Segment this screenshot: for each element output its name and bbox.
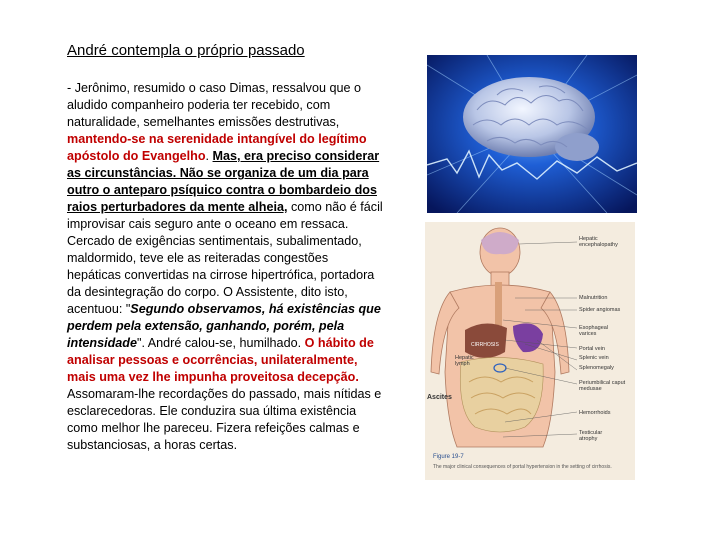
text-run: ". André calou-se, humilhado. <box>136 336 305 350</box>
body-paragraph <box>67 80 385 454</box>
figure-label: Hepatic encephalopathy <box>579 236 618 248</box>
text-run: como não é fácil improvisar cais seguro ante o oceano em ressaca. Cercado de exigências sentimentais, subalimentado, maldormido, teve ele as reiteradas congestões hepáticas convertidas na cirrose hipertrófica, portadora da desintegração do corpo. O Assistente, dito isto, acentuou: " <box>67 200 383 316</box>
figure-caption: The major clinical consequences of portal hypertension in the setting of cirrhosis. <box>433 464 612 470</box>
figure-label: Spider angiomas <box>579 307 621 313</box>
text-run: Assomaram-lhe recordações do passado, mais nítidas e esclarecedoras. Ele conduzira sua última existência como melhor lhe pareceu. Fizera refeições calmas e substanciosas, a horas certas. <box>67 387 382 452</box>
figure-label: Malnutrition <box>579 295 608 301</box>
cirrhosis-label: CIRRHOSIS <box>471 342 499 348</box>
brain-image <box>427 55 637 213</box>
quote-emphasis: Segundo observamos, há existências que perdem pela extensão, ganhando, porém, pela intensidade <box>67 302 381 350</box>
figure-label: Portal vein <box>579 346 605 352</box>
figure-label: Testicular atrophy <box>579 430 603 442</box>
figure-label: Ascites <box>427 394 452 401</box>
underlined-emphasis: Mas, era preciso considerar as circunstâncias. Não se organiza de um dia para outro o anteparo psíquico contra o bombardeio dos raios perturbadores da mente alheia, <box>67 149 380 214</box>
figure-label: Hemorrhoids <box>579 410 611 416</box>
figure-label: Splenomegaly <box>579 365 614 371</box>
figure-label: Hepatic lymph <box>455 355 474 367</box>
red-highlight: O hábito de analisar pessoas e ocorrências, unilateralmente, mais uma vez lhe impunha proveitosa decepção. <box>67 336 374 384</box>
figure-label: Periumbilical caput medusae <box>579 380 626 392</box>
text-run: . <box>205 149 213 163</box>
text-run: - Jerônimo, resumido o caso Dimas, ressalvou que o aludido companheiro poderia ter recebido, com naturalidade, semelhantes emissões destrutivas, <box>67 81 361 129</box>
figure-label: Splenic vein <box>579 355 609 361</box>
figure-number: Figure 19-7 <box>433 454 464 460</box>
figure-label: Esophageal varices <box>579 325 609 337</box>
slide-title: André contempla o próprio passado <box>67 42 305 59</box>
red-highlight: mantendo-se na serenidade intangível do legítimo apóstolo do Evangelho <box>67 132 367 163</box>
cirrhosis-anatomy-illustration <box>425 222 635 480</box>
